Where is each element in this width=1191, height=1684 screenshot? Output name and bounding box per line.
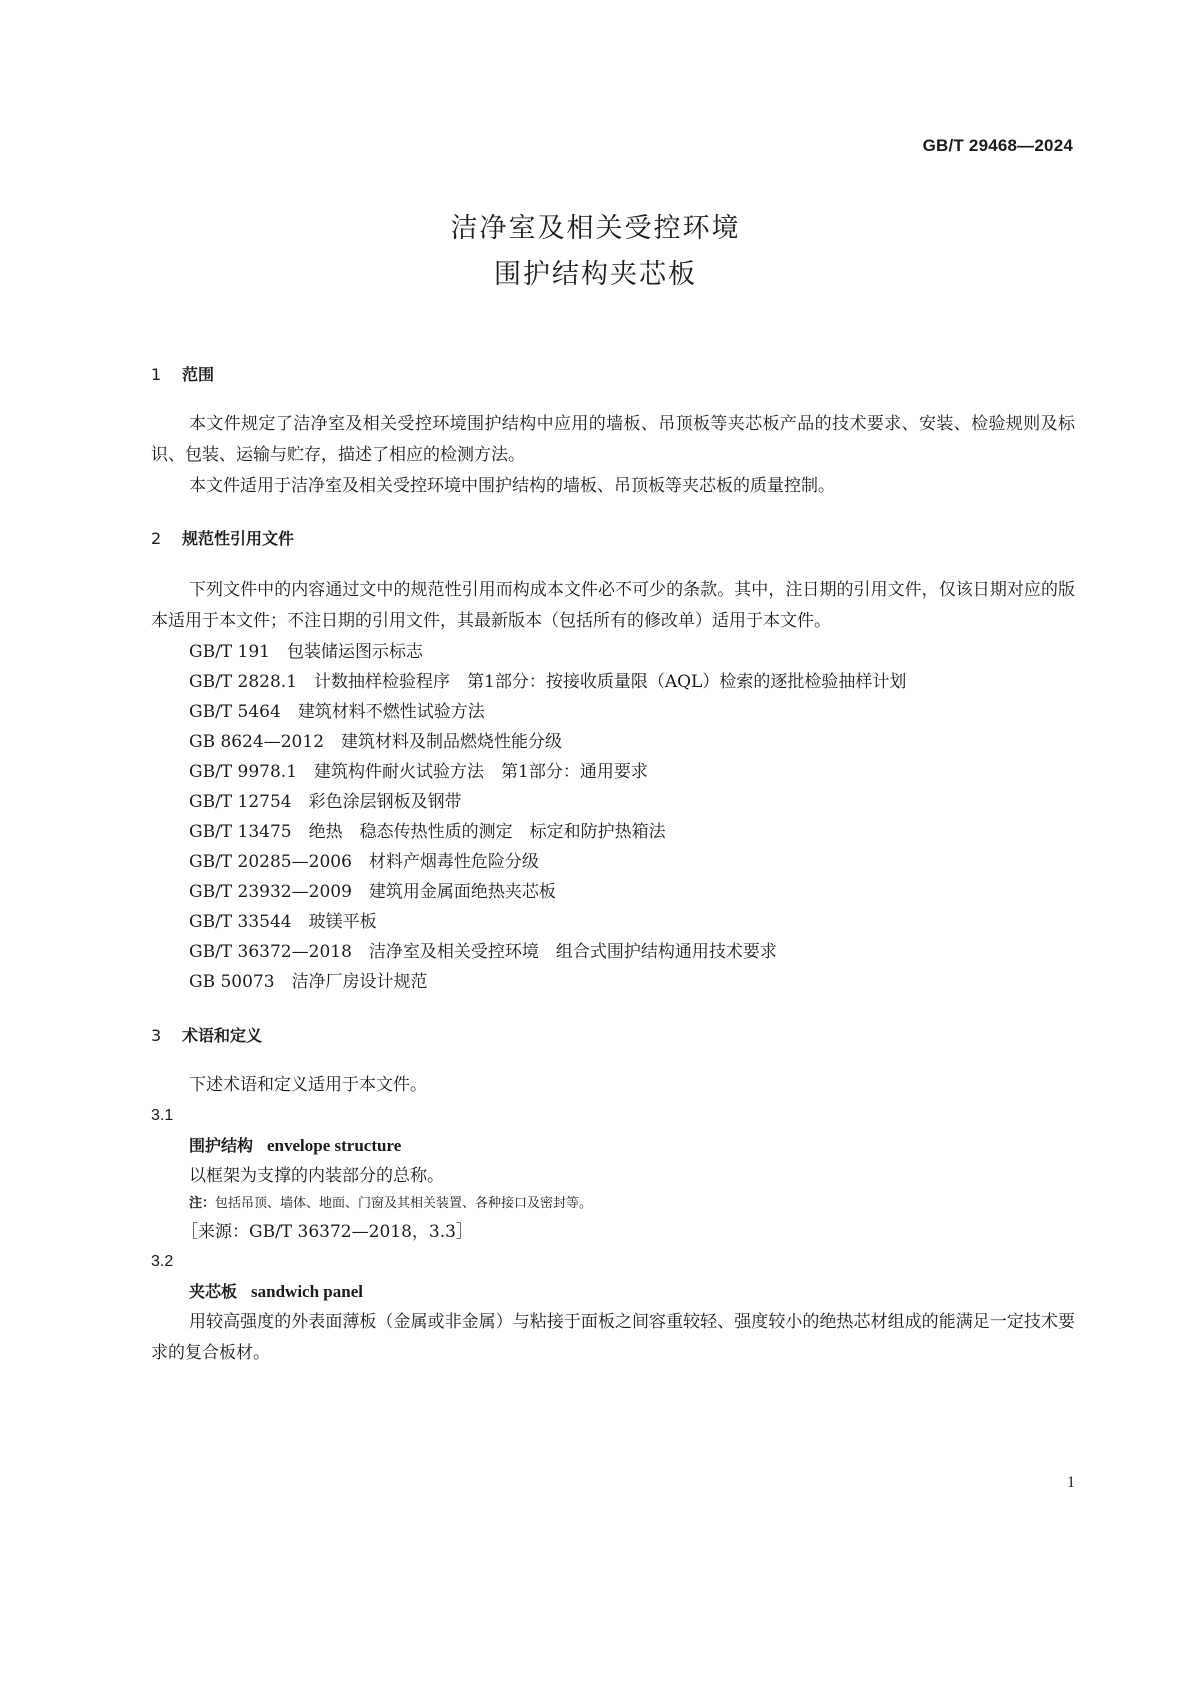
reference-title: 绝热 xyxy=(308,822,343,842)
term-en: envelope structure xyxy=(267,1136,402,1155)
reference-title: 包装储运图示标志 xyxy=(287,642,423,662)
reference-code: GB/T 33544 xyxy=(189,912,292,932)
term-zh: 夹芯板 xyxy=(189,1282,238,1301)
reference-title: 材料产烟毒性危险分级 xyxy=(368,852,539,872)
reference-code: GB 50073 xyxy=(189,972,275,992)
document-body xyxy=(151,364,1075,1369)
section-title: 范围 xyxy=(182,365,215,384)
term-definition: 用较高强度的外表面薄板（金属或非金属）与粘接于面板之间容重较轻、强度较小的绝热芯材组成的能满足一定技术要求的复合板材。 xyxy=(151,1312,1075,1363)
section-title: 规范性引用文件 xyxy=(182,529,295,548)
reference-title: 玻镁平板 xyxy=(308,912,377,932)
reference-title: 组合式围护结构通用技术要求 xyxy=(555,942,777,962)
term-zh: 围护结构 xyxy=(189,1136,254,1155)
reference-item xyxy=(189,697,1075,727)
section-number: 1 xyxy=(151,365,162,384)
reference-code: GB/T 2828.1 xyxy=(189,672,298,692)
reference-item xyxy=(189,727,1075,757)
reference-title: 建筑构件耐火试验方法 xyxy=(314,762,485,782)
reference-title: 建筑材料不燃性试验方法 xyxy=(297,702,485,722)
term-definition: 以框架为支撑的内装部分的总称。 xyxy=(189,1166,444,1186)
term-source: ［来源：GB/T 36372—2018，3.3］ xyxy=(181,1222,473,1242)
section-1-heading xyxy=(151,364,1075,386)
title-line-1: 洁净室及相关受控环境 xyxy=(450,213,741,244)
term-note xyxy=(189,1191,1075,1217)
reference-code: GB/T 191 xyxy=(189,642,270,662)
section-title: 术语和定义 xyxy=(182,1026,263,1045)
note-label: 注： xyxy=(189,1196,216,1211)
page-number: 1 xyxy=(1067,1474,1075,1491)
reference-title: 洁净室及相关受控环境 xyxy=(368,942,539,962)
reference-code: GB/T 20285—2006 xyxy=(189,852,352,872)
reference-title: 计数抽样检验程序 xyxy=(314,672,451,692)
reference-title: 第1部分：通用要求 xyxy=(501,762,648,782)
reference-item xyxy=(189,787,1075,817)
term-number: 3.1 xyxy=(151,1107,174,1124)
paragraph: 本文件规定了洁净室及相关受控环境围护结构中应用的墙板、吊顶板等夹芯板产品的技术要求、安装、检验规则及标识、包装、运输与贮存，描述了相应的检测方法。 xyxy=(151,414,1075,465)
reference-item xyxy=(189,847,1075,877)
note-text: 包括吊顶、墙体、地面、门窗及其相关装置、各种接口及密封等。 xyxy=(215,1196,593,1211)
reference-code: GB/T 5464 xyxy=(189,702,281,722)
reference-item xyxy=(189,817,1075,847)
reference-list xyxy=(151,637,1075,997)
standard-number: GB/T 29468—2024 xyxy=(922,136,1073,155)
section-number: 3 xyxy=(151,1026,162,1045)
paragraph: 下述术语和定义适用于本文件。 xyxy=(189,1075,427,1095)
reference-title: 洁净厂房设计规范 xyxy=(291,972,428,992)
section-number: 2 xyxy=(151,529,162,548)
reference-item xyxy=(189,937,1075,967)
term-number: 3.2 xyxy=(151,1253,174,1270)
term-entry xyxy=(189,1277,1075,1307)
reference-title: 建筑材料及制品燃烧性能分级 xyxy=(341,732,563,752)
reference-item xyxy=(189,667,1075,697)
term-entry xyxy=(189,1131,1075,1161)
reference-code: GB/T 23932—2009 xyxy=(189,882,352,902)
reference-title: 第1部分：按接收质量限（AQL）检索的逐批检验抽样计划 xyxy=(467,672,907,692)
reference-code: GB/T 36372—2018 xyxy=(189,942,352,962)
document-title xyxy=(0,206,1191,298)
reference-code: GB 8624—2012 xyxy=(189,732,325,752)
section-3-heading xyxy=(151,1025,1075,1047)
reference-item xyxy=(189,757,1075,787)
reference-title: 彩色涂层钢板及钢带 xyxy=(308,792,462,812)
paragraph: 本文件适用于洁净室及相关受控环境中围护结构的墙板、吊顶板等夹芯板的质量控制。 xyxy=(189,476,835,496)
section-2-heading xyxy=(151,528,1075,550)
reference-title: 稳态传热性质的测定 xyxy=(359,822,513,842)
reference-title: 标定和防护热箱法 xyxy=(529,822,666,842)
reference-item xyxy=(189,907,1075,937)
reference-item xyxy=(189,967,1075,997)
reference-item xyxy=(189,877,1075,907)
reference-item xyxy=(189,637,1075,667)
title-line-2: 围护结构夹芯板 xyxy=(494,259,697,290)
reference-code: GB/T 12754 xyxy=(189,792,292,812)
reference-code: GB/T 13475 xyxy=(189,822,292,842)
reference-code: GB/T 9978.1 xyxy=(189,762,298,782)
paragraph: 下列文件中的内容通过文中的规范性引用而构成本文件必不可少的条款。其中，注日期的引用文件，仅该日期对应的版本适用于本文件；不注日期的引用文件，其最新版本（包括所有的修改单）适用于本文件。 xyxy=(151,580,1075,631)
reference-title: 建筑用金属面绝热夹芯板 xyxy=(368,882,556,902)
term-en: sandwich panel xyxy=(251,1282,363,1301)
